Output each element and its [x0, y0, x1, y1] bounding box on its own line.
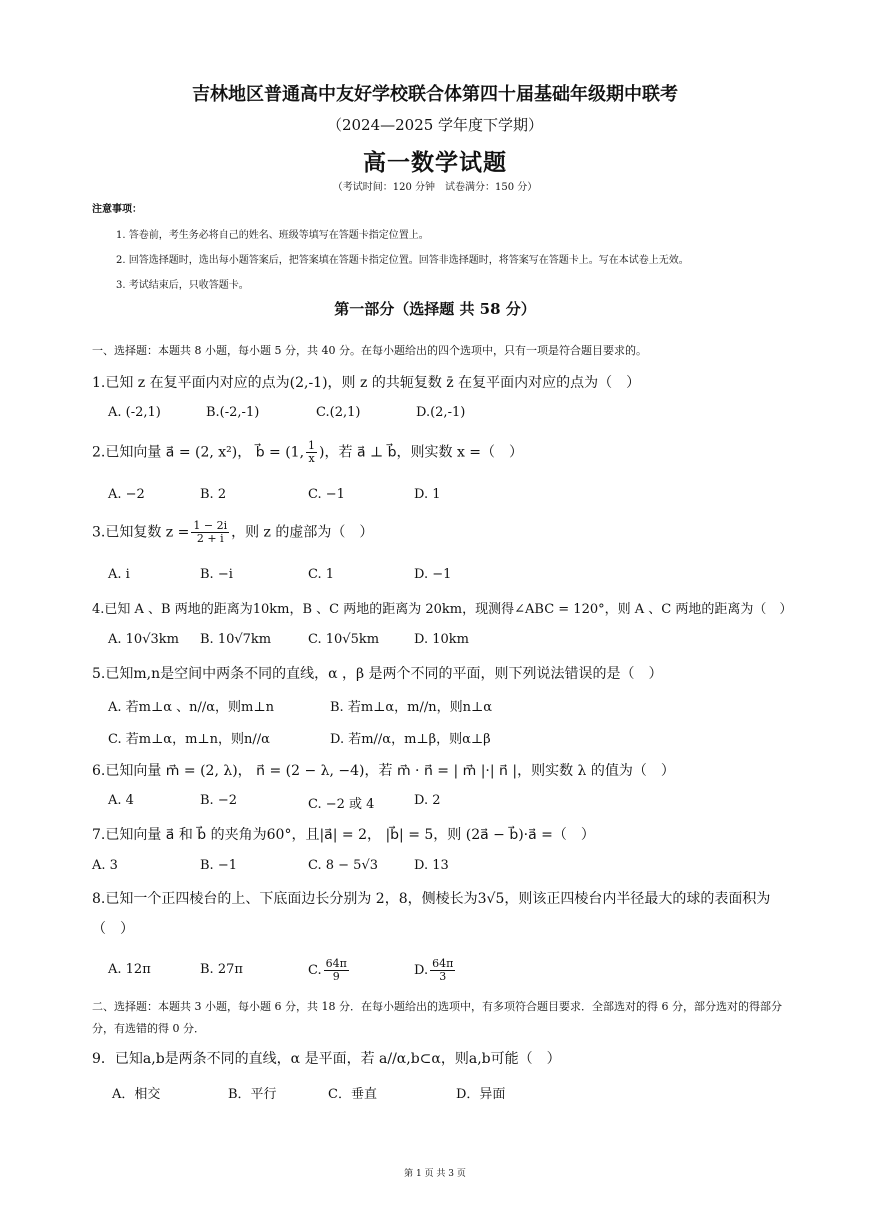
- question-3-fraction: [191, 520, 229, 545]
- notice-item-3: 3. 考试结束后，只收答题卡。: [116, 280, 249, 291]
- question-2-option-d: D. 1: [414, 487, 441, 502]
- question-3-stem-part-1: 3.已知复数 z =: [92, 524, 190, 541]
- question-4-option-a: A. 10√3km: [108, 632, 179, 647]
- exam-title: 高一数学试题: [363, 149, 507, 176]
- question-8-option-c-label: C.: [308, 963, 322, 978]
- question-8-option-d-label: D.: [414, 963, 429, 978]
- question-8-option-a: A. 12π: [108, 962, 151, 977]
- question-2-fraction-numerator: 1: [308, 439, 316, 452]
- question-9-stem: 9．已知a,b是两条不同的直线，α 是平面，若 a//α,b⊂α，则a,b可能（ ）: [92, 1051, 561, 1067]
- question-3-option-b: B. −i: [200, 567, 233, 582]
- question-3-option-a: A. i: [108, 567, 130, 582]
- question-9-option-b: B．平行: [228, 1087, 277, 1102]
- question-2-option-b: B. 2: [200, 487, 227, 502]
- notice-item-2: 2. 回答选择题时，选出每小题答案后，把答案填在答题卡指定位置。回答非选择题时，将答案写在答题卡上。写在本试卷上无效。: [116, 255, 689, 266]
- page-footer: 第 1 页 共 3 页: [404, 1169, 466, 1179]
- question-8-option-d-fraction: [430, 958, 455, 983]
- question-7-option-a: A. 3: [92, 858, 118, 873]
- question-3-option-d: D. −1: [414, 567, 452, 582]
- question-3-stem: [92, 520, 792, 545]
- question-2-stem-part-1: 2.已知向量 a⃗ = (2, x²)， b⃗ = (1,: [92, 444, 305, 461]
- question-4-option-d: D. 10km: [414, 632, 469, 647]
- question-6-option-a: A. 4: [108, 793, 134, 808]
- part-heading: 第一部分（选择题 共 58 分）: [334, 300, 536, 318]
- question-5-option-a: A. 若m⊥α 、n//α，则m⊥n: [108, 700, 274, 715]
- question-8-option-d-denominator: 3: [439, 970, 447, 983]
- exam-meta: （考试时间：120 分钟 试卷满分：150 分）: [332, 182, 538, 193]
- question-7-option-b: B. −1: [200, 858, 237, 873]
- question-9-option-c: C．垂直: [328, 1087, 377, 1102]
- question-8-option-b: B. 27π: [200, 962, 243, 977]
- question-8-option-d-numerator: 64π: [432, 957, 454, 970]
- question-2-option-c: C. −1: [308, 487, 345, 502]
- question-2-stem-part-2: )，若 a⃗ ⊥ b⃗，则实数 x =（ ）: [319, 444, 524, 461]
- question-7-option-c: C. 8 − 5√3: [308, 858, 379, 873]
- question-3-fraction-numerator: 1 − 2i: [193, 519, 228, 532]
- question-6-option-c: C. −2 或 4: [308, 797, 375, 812]
- question-4-stem: 4.已知 A 、B 两地的距离为10km，B 、C 两地的距离为 20km，现测得∠ABC = 120°，则 A 、C 两地的距离为（ ）: [92, 602, 793, 617]
- question-9-option-d: D．异面: [456, 1087, 506, 1102]
- question-9-option-a: A．相交: [112, 1087, 161, 1102]
- question-4-option-c: C. 10√5km: [308, 632, 380, 647]
- question-5-option-b: B. 若m⊥α，m//n，则n⊥α: [330, 700, 492, 715]
- question-3-fraction-denominator: 2 + i: [196, 532, 224, 545]
- question-8-option-d: [414, 958, 457, 983]
- question-1-option-d: D.(2,-1): [416, 405, 466, 420]
- notice-heading: 注意事项：: [92, 204, 142, 215]
- question-1-option-a: A. (-2,1): [108, 405, 161, 420]
- exam-header-subtitle: （2024—2025 学年度下学期）: [326, 116, 544, 134]
- question-1-option-b: B.(-2,-1): [206, 405, 260, 420]
- question-6-option-d: D. 2: [414, 793, 441, 808]
- question-5-option-c: C. 若m⊥α，m⊥n，则n//α: [108, 732, 270, 747]
- question-7-stem: 7.已知向量 a⃗ 和 b⃗ 的夹角为60°，且|a⃗| = 2， |b⃗| = 5，则 (2a⃗ − b⃗)·a⃗ =（ ）: [92, 827, 595, 843]
- question-8-option-c-denominator: 9: [332, 970, 340, 983]
- question-8-option-c: [308, 958, 351, 983]
- question-2-stem: [92, 440, 792, 465]
- question-3-option-c: C. 1: [308, 567, 335, 582]
- question-2-fraction-denominator: x: [308, 452, 315, 465]
- question-5-stem: 5.已知m,n是空间中两条不同的直线，α ，β 是两个不同的平面，则下列说法错误的是（ ）: [92, 666, 663, 682]
- question-8-option-c-fraction: [324, 958, 349, 983]
- question-6-stem: 6.已知向量 m⃗ = (2, λ)， n⃗ = (2 − λ, −4)，若 m⃗ · n⃗ = | m⃗ |·| n⃗ |，则实数 λ 的值为（ ）: [92, 763, 675, 779]
- question-1-stem: 1.已知 z 在复平面内对应的点为(2,-1)，则 z 的共轭复数 z̄ 在复平面内对应的点为（ ）: [92, 375, 641, 391]
- question-2-option-a: A. −2: [108, 487, 145, 502]
- question-8-option-c-numerator: 64π: [325, 957, 347, 970]
- question-8-stem: 8.已知一个正四棱台的上、下底面边长分别为 2，8，侧棱长为3√5，则该正四棱台内半径最大的球的表面积为（ ）: [92, 891, 771, 937]
- question-6-option-b: B. −2: [200, 793, 237, 808]
- question-2-fraction: [306, 440, 317, 465]
- question-5-option-d: D. 若m//α，m⊥β，则α⊥β: [330, 732, 491, 747]
- question-4-option-b: B. 10√7km: [200, 632, 272, 647]
- section-1-instructions: 一、选择题：本题共 8 小题，每小题 5 分，共 40 分。在每小题给出的四个选项中，只有一项是符合题目要求的。: [92, 344, 647, 357]
- exam-header-title: 吉林地区普通高中友好学校联合体第四十届基础年级期中联考: [192, 84, 678, 105]
- section-2-instructions: 二、选择题：本题共 3 小题，每小题 6 分，共 18 分．在每小题给出的选项中，有多项符合题目要求．全部选对的得 6 分，部分选对的得部分分，有选错的得 0 分．: [92, 1000, 782, 1035]
- question-7-option-d: D. 13: [414, 858, 449, 873]
- notice-item-1: 1. 答卷前，考生务必将自己的姓名、班级等填写在答题卡指定位置上。: [116, 230, 429, 241]
- question-3-stem-part-2: ，则 z 的虚部为（ ）: [231, 524, 374, 541]
- question-1-option-c: C.(2,1): [316, 405, 361, 420]
